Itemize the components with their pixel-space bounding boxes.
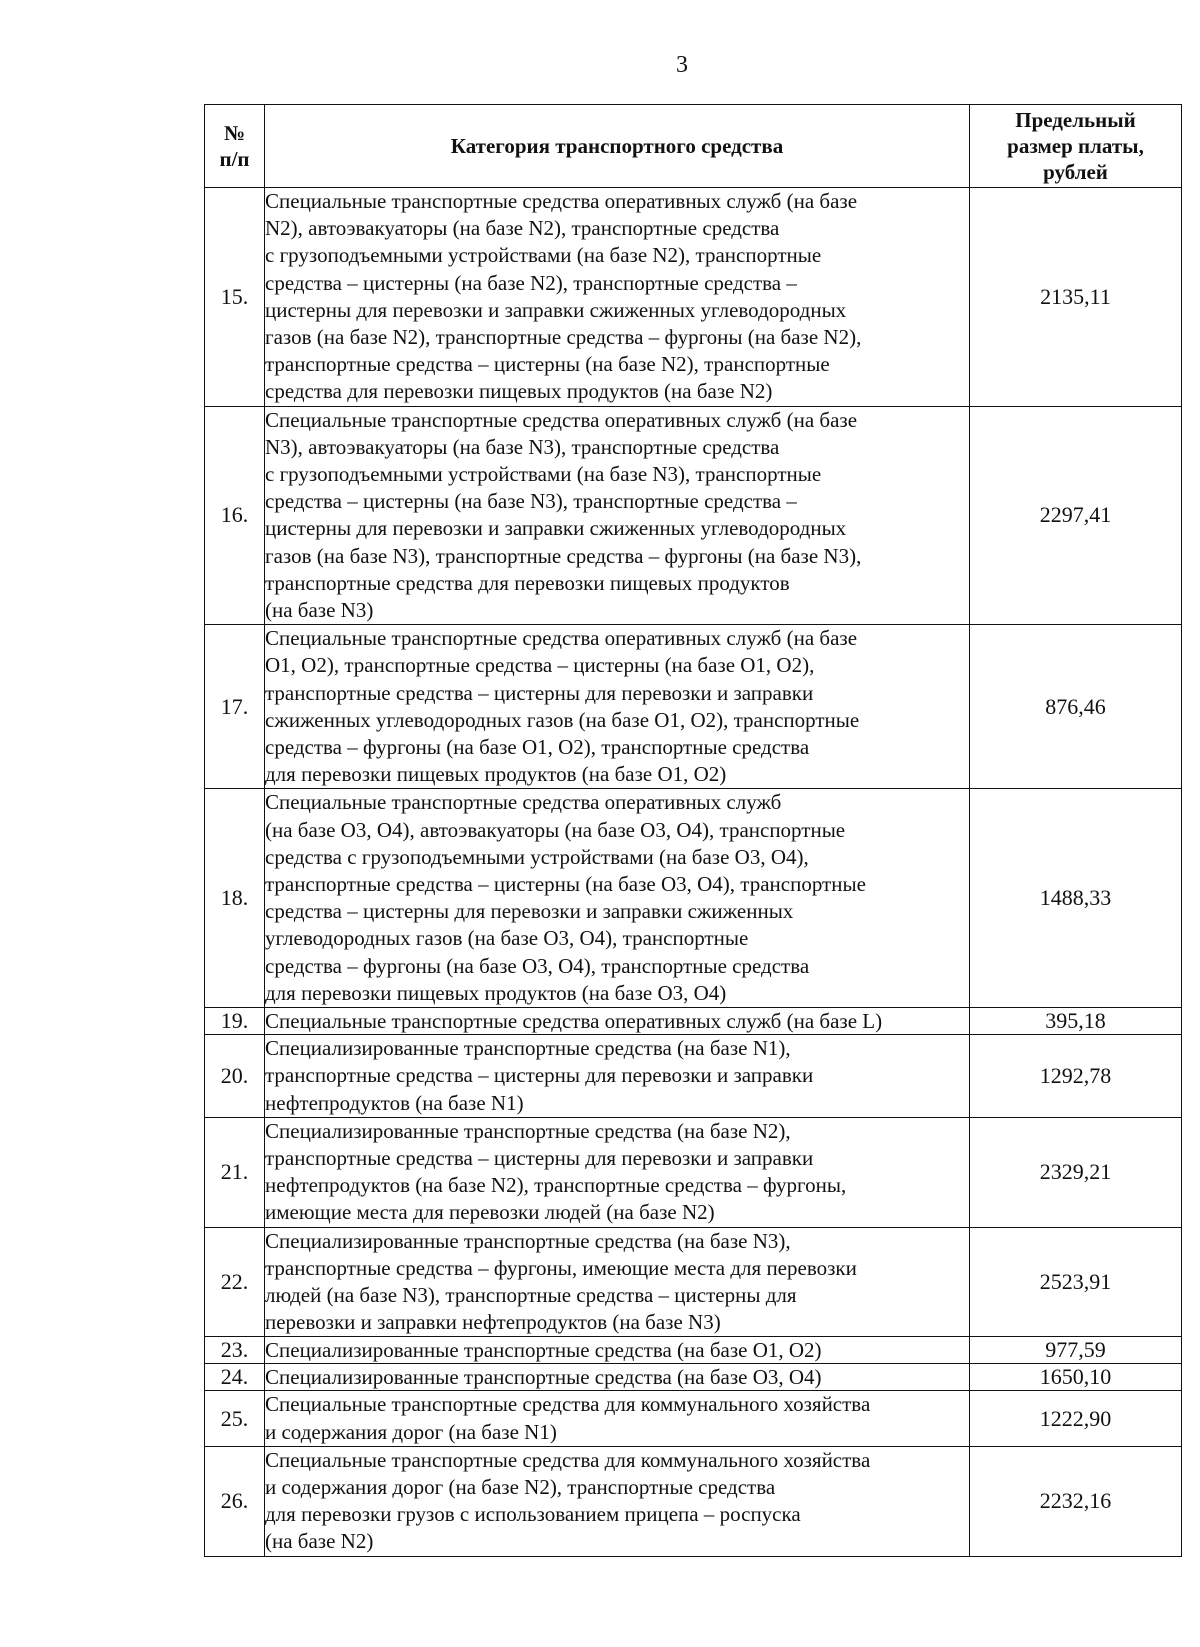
row-category: [265, 1391, 970, 1446]
row-fee: 2232,16: [970, 1446, 1182, 1556]
category-line: Специальные транспортные средства оперативных служб (на базе L): [265, 1008, 883, 1033]
row-fee: 395,18: [970, 1008, 1182, 1035]
row-fee: 1292,78: [970, 1035, 1182, 1118]
category-line: с грузоподъемными устройствами (на базе N2), транспортные: [265, 243, 822, 268]
category-line: транспортные средства – цистерны для перевозки и заправки: [265, 1063, 814, 1088]
header-number-line: №: [223, 121, 246, 145]
row-number: 15.: [205, 188, 265, 407]
row-number: 26.: [205, 1446, 265, 1556]
category-line: нефтепродуктов (на базе N1): [265, 1090, 524, 1115]
category-line: людей (на базе N3), транспортные средства – цистерны для: [265, 1282, 797, 1307]
category-line: для перевозки грузов с использованием прицепа – роспуска: [265, 1502, 801, 1527]
row-number: 20.: [205, 1035, 265, 1118]
category-line: средства – цистерны для перевозки и заправки сжиженных: [265, 899, 794, 924]
row-number: 21.: [205, 1117, 265, 1227]
category-line: транспортные средства – цистерны (на базе N2), транспортные: [265, 352, 830, 377]
category-line: цистерны для перевозки и заправки сжиженных углеводородных: [265, 297, 847, 322]
category-line: транспортные средства – цистерны для перевозки и заправки: [265, 680, 814, 705]
category-line: транспортные средства для перевозки пищевых продуктов: [265, 570, 790, 595]
category-line: средства для перевозки пищевых продуктов (на базе N2): [265, 379, 773, 404]
row-fee: 1222,90: [970, 1391, 1182, 1446]
category-line: цистерны для перевозки и заправки сжиженных углеводородных: [265, 516, 847, 541]
row-category: [265, 625, 970, 789]
row-number: 25.: [205, 1391, 265, 1446]
category-line: средства с грузоподъемными устройствами (на базе O3, O4),: [265, 844, 809, 869]
category-line: нефтепродуктов (на базе N2), транспортные средства – фургоны,: [265, 1173, 847, 1198]
category-line: Специальные транспортные средства для коммунального хозяйства: [265, 1392, 871, 1417]
table-row: [205, 1117, 1182, 1227]
row-number: 16.: [205, 406, 265, 625]
row-number: 23.: [205, 1337, 265, 1364]
row-fee: 1488,33: [970, 789, 1182, 1008]
category-line: Специальные транспортные средства оперативных служб (на базе: [265, 189, 858, 213]
header-fee-line: Предельный: [1015, 108, 1136, 132]
category-line: N2), автоэвакуаторы (на базе N2), транспортные средства: [265, 216, 780, 241]
table-row: [205, 789, 1182, 1008]
category-line: с грузоподъемными устройствами (на базе N3), транспортные: [265, 462, 822, 487]
table-row: [205, 1035, 1182, 1118]
category-line: и содержания дорог (на базе N2), транспортные средства: [265, 1474, 776, 1499]
category-line: (на базе N3): [265, 598, 374, 623]
category-line: N3), автоэвакуаторы (на базе N3), транспортные средства: [265, 434, 780, 459]
fee-table: [204, 104, 1182, 1557]
header-category: Категория транспортного средства: [265, 105, 970, 188]
category-line: для перевозки пищевых продуктов (на базе O1, O2): [265, 762, 727, 787]
row-category: [265, 1227, 970, 1337]
category-line: средства – цистерны (на базе N2), транспортные средства –: [265, 270, 797, 295]
category-line: Специализированные транспортные средства (на базе O1, O2): [265, 1337, 822, 1362]
category-line: имеющие места для перевозки людей (на базе N2): [265, 1200, 715, 1225]
category-line: и содержания дорог (на базе N1): [265, 1419, 557, 1444]
row-fee: 876,46: [970, 625, 1182, 789]
category-line: транспортные средства – цистерны (на базе O3, O4), транспортные: [265, 872, 866, 897]
header-fee: [970, 105, 1182, 188]
table-row: [205, 625, 1182, 789]
category-line: (на базе O3, O4), автоэвакуаторы (на базе O3, O4), транспортные: [265, 817, 846, 842]
table-row: [205, 1364, 1182, 1391]
row-category: [265, 1446, 970, 1556]
category-line: для перевозки пищевых продуктов (на базе O3, O4): [265, 980, 727, 1005]
header-fee-line: рублей: [1043, 160, 1108, 184]
row-number: 19.: [205, 1008, 265, 1035]
row-number: 17.: [205, 625, 265, 789]
row-category: [265, 1035, 970, 1118]
row-number: 24.: [205, 1364, 265, 1391]
row-fee: 2329,21: [970, 1117, 1182, 1227]
category-line: O1, O2), транспортные средства – цистерны (на базе O1, O2),: [265, 653, 815, 678]
row-fee: 977,59: [970, 1337, 1182, 1364]
category-line: Специальные транспортные средства оперативных служб (на базе: [265, 626, 858, 651]
row-number: 22.: [205, 1227, 265, 1337]
category-line: Специализированные транспортные средства (на базе O3, O4): [265, 1364, 822, 1389]
category-line: Специализированные транспортные средства (на базе N3),: [265, 1228, 791, 1253]
row-category: [265, 789, 970, 1008]
category-line: газов (на базе N2), транспортные средства – фургоны (на базе N2),: [265, 325, 862, 350]
category-line: Специализированные транспортные средства (на базе N2),: [265, 1118, 791, 1143]
table-row: [205, 406, 1182, 625]
header-fee-line: размер платы,: [1007, 134, 1144, 158]
category-line: (на базе N2): [265, 1529, 374, 1554]
table-row: [205, 1391, 1182, 1446]
table-header-row: [205, 105, 1182, 188]
row-category: [265, 1337, 970, 1364]
category-line: средства – фургоны (на базе O1, O2), транспортные средства: [265, 735, 810, 760]
table-row: [205, 188, 1182, 407]
row-category: [265, 1008, 970, 1035]
table-row: [205, 1227, 1182, 1337]
row-fee: 1650,10: [970, 1364, 1182, 1391]
category-line: транспортные средства – фургоны, имеющие места для перевозки: [265, 1255, 857, 1280]
row-fee: 2297,41: [970, 406, 1182, 625]
category-line: сжиженных углеводородных газов (на базе O1, O2), транспортные: [265, 707, 860, 732]
row-category: [265, 1364, 970, 1391]
header-number: [205, 105, 265, 188]
category-line: транспортные средства – цистерны для перевозки и заправки: [265, 1145, 814, 1170]
category-line: Специальные транспортные средства оперативных служб: [265, 790, 782, 815]
category-line: Специальные транспортные средства для коммунального хозяйства: [265, 1447, 871, 1472]
category-line: Специальные транспортные средства оперативных служб (на базе: [265, 407, 858, 432]
category-line: газов (на базе N3), транспортные средства – фургоны (на базе N3),: [265, 543, 862, 568]
table-row: [205, 1337, 1182, 1364]
row-number: 18.: [205, 789, 265, 1008]
category-line: Специализированные транспортные средства (на базе N1),: [265, 1036, 791, 1061]
row-category: [265, 406, 970, 625]
table-row: [205, 1008, 1182, 1035]
category-line: средства – фургоны (на базе O3, O4), транспортные средства: [265, 953, 810, 978]
category-line: средства – цистерны (на базе N3), транспортные средства –: [265, 489, 797, 514]
category-line: углеводородных газов (на базе O3, O4), транспортные: [265, 926, 749, 951]
page-number-text: 3: [676, 52, 688, 78]
header-number-line: п/п: [219, 147, 250, 171]
page-number: [0, 52, 1200, 79]
table-row: [205, 1446, 1182, 1556]
row-category: [265, 1117, 970, 1227]
row-category: [265, 188, 970, 407]
category-line: перевозки и заправки нефтепродуктов (на базе N3): [265, 1310, 721, 1335]
table-body: [205, 188, 1182, 1557]
row-fee: 2523,91: [970, 1227, 1182, 1337]
row-fee: 2135,11: [970, 188, 1182, 407]
